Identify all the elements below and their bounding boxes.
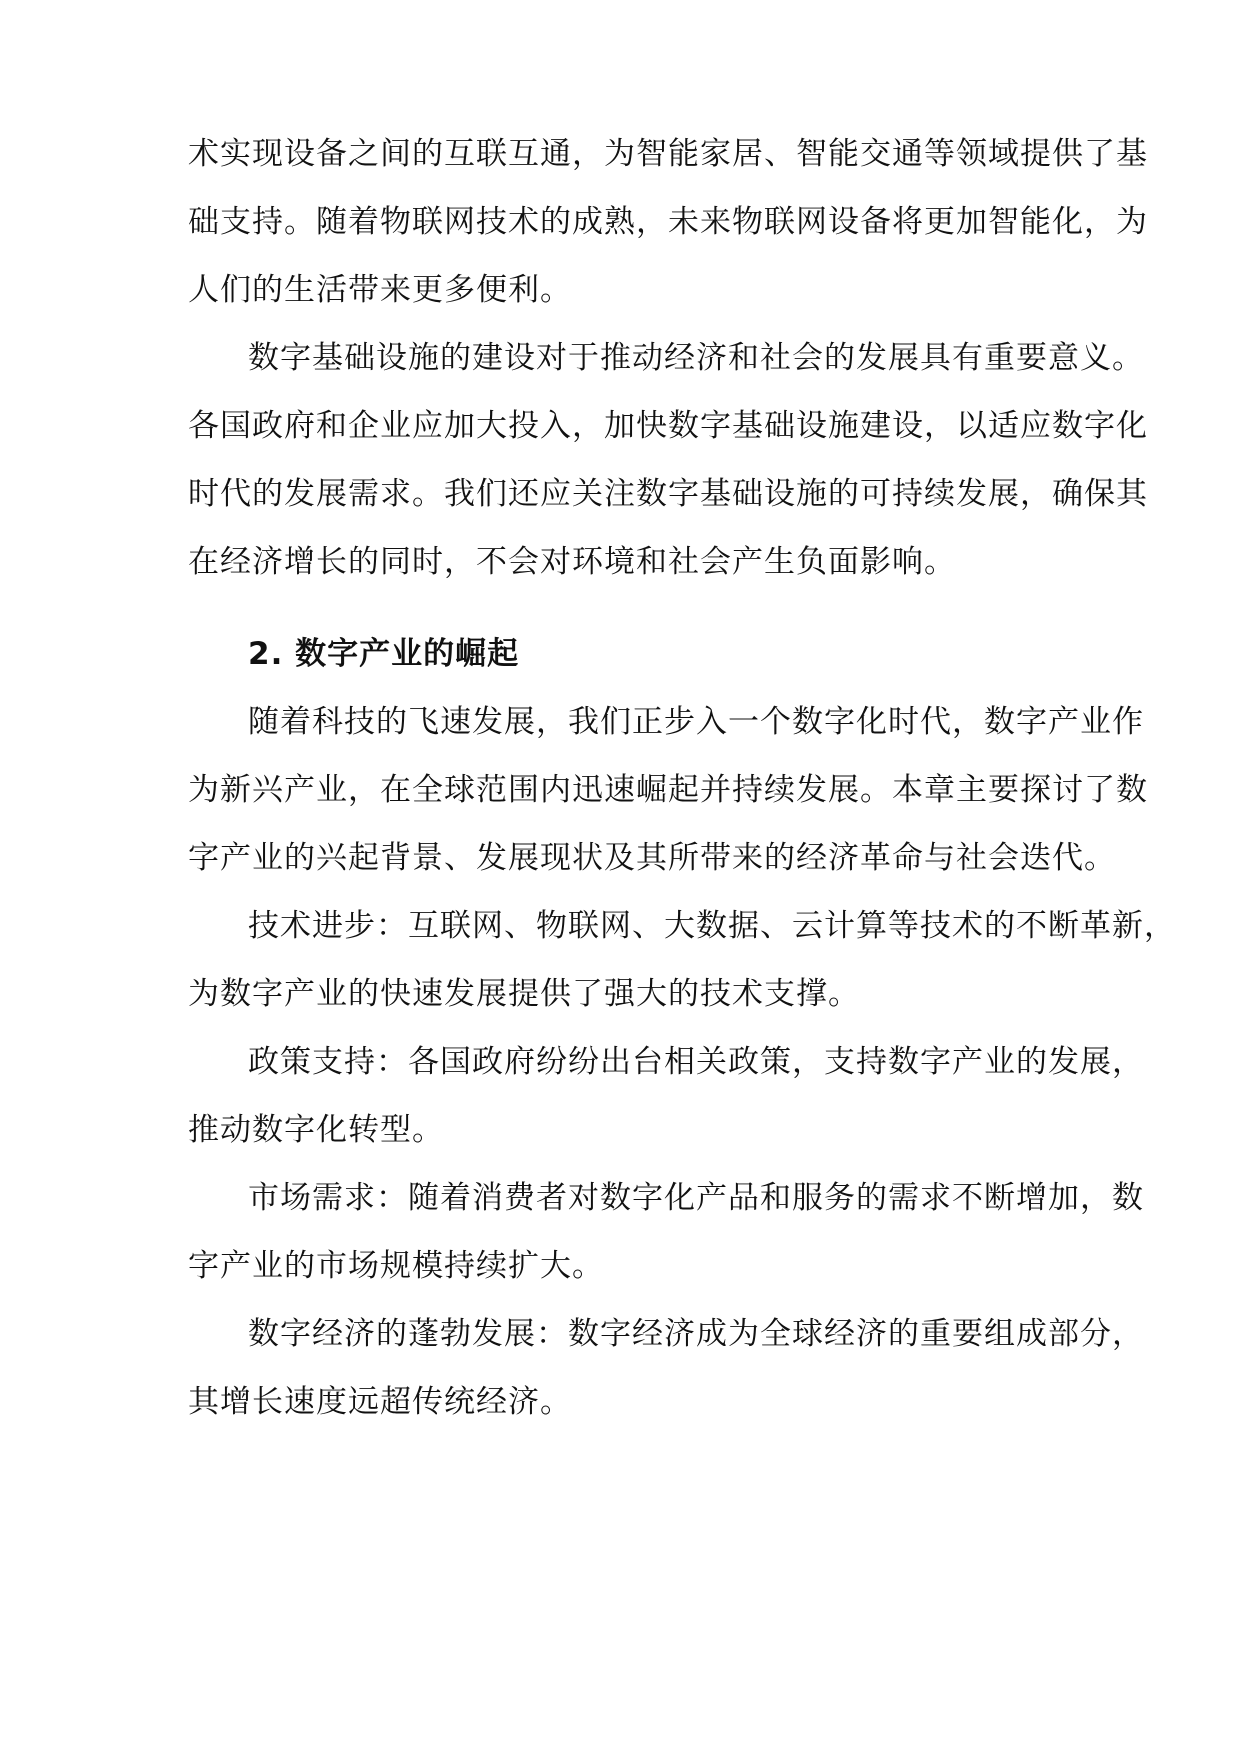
paragraph-line: 为数字产业的快速发展提供了强大的技术支撑。 — [188, 976, 860, 1012]
paragraph-line: 随着科技的飞速发展，我们正步入一个数字化时代，数字产业作 — [248, 704, 1144, 740]
paragraph-line: 为新兴产业，在全球范围内迅速崛起并持续发展。本章主要探讨了数 — [188, 772, 1148, 808]
paragraph-line: 技术进步：互联网、物联网、大数据、云计算等技术的不断革新， — [248, 908, 1176, 944]
paragraph-line: 字产业的市场规模持续扩大。 — [188, 1248, 604, 1284]
paragraph-line: 术实现设备之间的互联互通，为智能家居、智能交通等领域提供了基 — [188, 136, 1148, 172]
paragraph-line: 市场需求：随着消费者对数字化产品和服务的需求不断增加，数 — [248, 1180, 1144, 1216]
paragraph-line: 数字经济的蓬勃发展：数字经济成为全球经济的重要组成部分， — [248, 1316, 1144, 1352]
paragraph-line: 在经济增长的同时，不会对环境和社会产生负面影响。 — [188, 544, 956, 580]
paragraph-line: 数字基础设施的建设对于推动经济和社会的发展具有重要意义。 — [248, 340, 1144, 376]
paragraph-line: 时代的发展需求。我们还应关注数字基础设施的可持续发展，确保其 — [188, 476, 1148, 512]
paragraph-line: 推动数字化转型。 — [188, 1112, 444, 1148]
paragraph-line: 字产业的兴起背景、发展现状及其所带来的经济革命与社会迭代。 — [188, 840, 1116, 876]
paragraph-line: 人们的生活带来更多便利。 — [188, 272, 572, 308]
section-heading: 2. 数字产业的崛起 — [248, 636, 520, 672]
paragraph-line: 政策支持：各国政府纷纷出台相关政策，支持数字产业的发展， — [248, 1044, 1144, 1080]
paragraph-line: 其增长速度远超传统经济。 — [188, 1384, 572, 1420]
paragraph-line: 础支持。随着物联网技术的成熟，未来物联网设备将更加智能化，为 — [188, 204, 1148, 240]
paragraph-line: 各国政府和企业应加大投入，加快数字基础设施建设，以适应数字化 — [188, 408, 1148, 444]
